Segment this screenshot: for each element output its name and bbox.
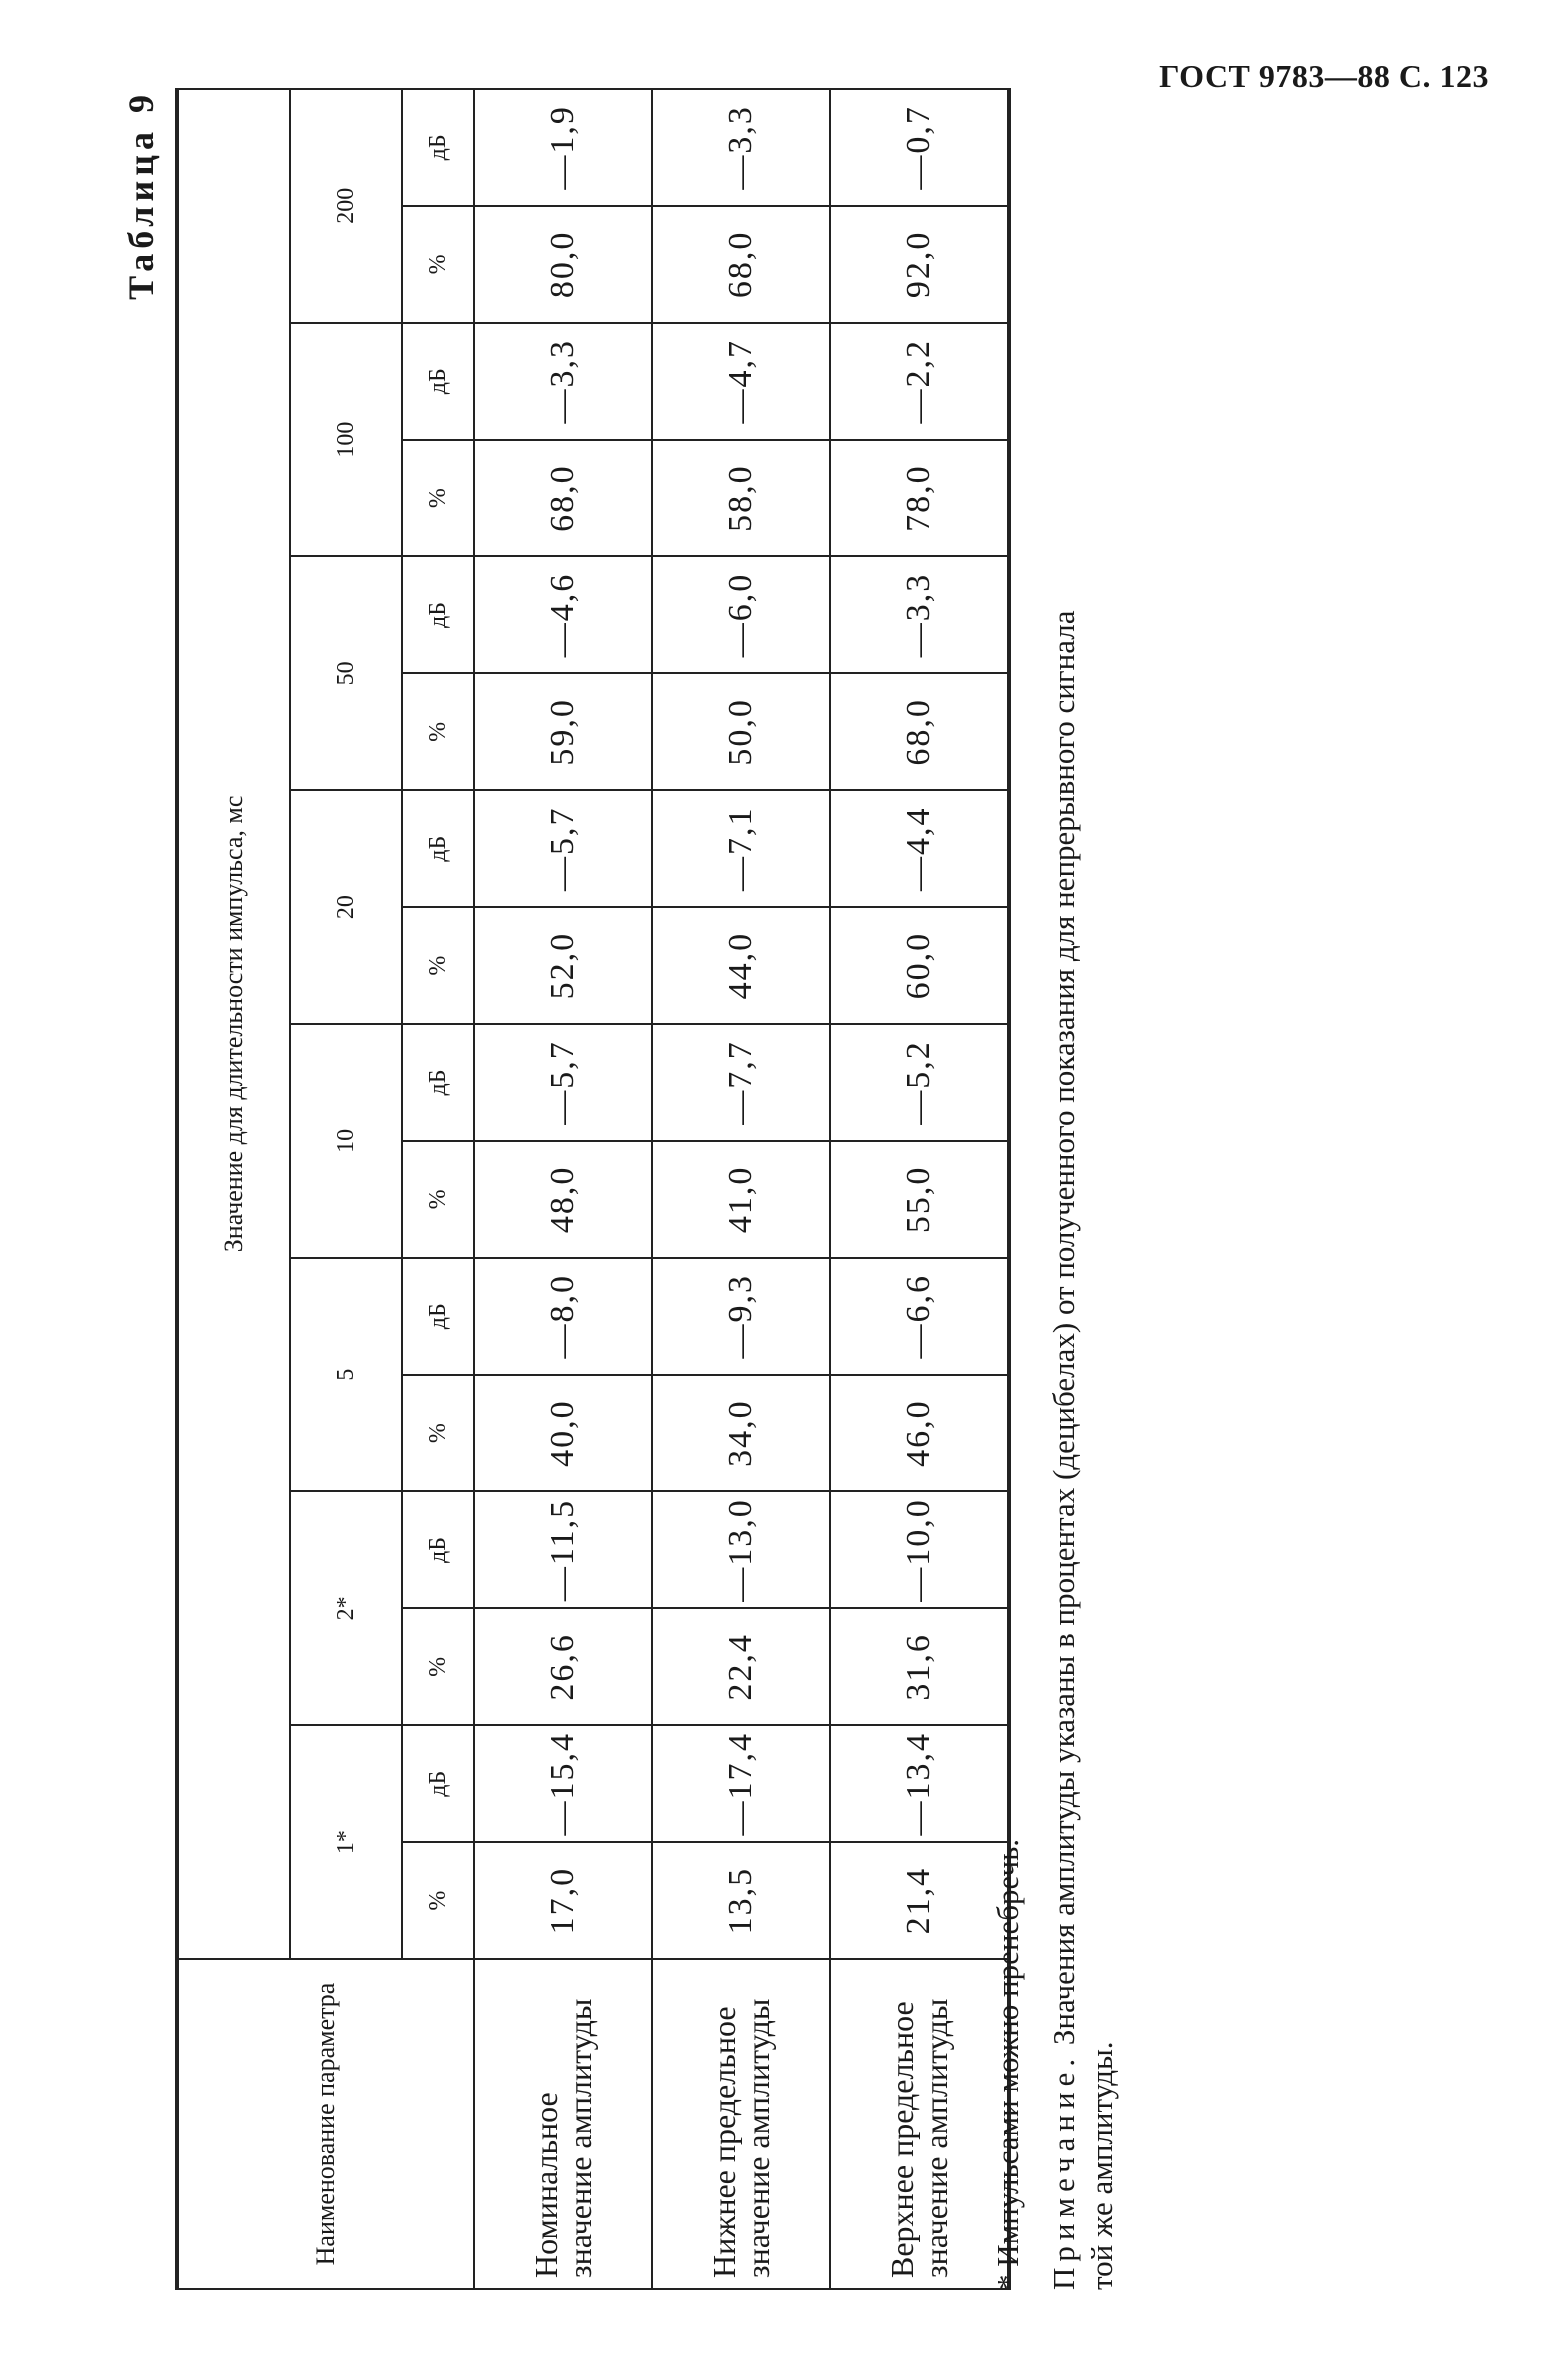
row-name: Нижнее предельное значение амплитуды	[652, 1959, 830, 2289]
unit-percent-header: %	[402, 1141, 474, 1258]
cell-percent: 48,0	[474, 1141, 652, 1258]
cell-db: —15,4	[474, 1725, 652, 1842]
unit-db-header: дБ	[402, 790, 474, 907]
cell-percent: 78,0	[830, 440, 1009, 557]
unit-db-header: дБ	[402, 323, 474, 440]
cell-db: —2,2	[830, 323, 1009, 440]
unit-percent-header: %	[402, 1842, 474, 1959]
cell-db: —6,6	[830, 1258, 1009, 1375]
unit-percent-header: %	[402, 206, 474, 323]
cell-db: —13,0	[652, 1492, 830, 1609]
cell-db: —17,4	[652, 1725, 830, 1842]
duration-header: 100	[290, 323, 402, 557]
note-text: Значения амплитуды указаны в процентах (децибелах) от полученного показания для непрерывного сигнала той же амплитуды.	[1046, 610, 1119, 2290]
unit-percent-header: %	[402, 673, 474, 790]
unit-db-header: дБ	[402, 89, 474, 206]
unit-percent-header: %	[402, 440, 474, 557]
cell-percent: 40,0	[474, 1375, 652, 1492]
cell-db: —6,0	[652, 557, 830, 674]
cell-percent: 46,0	[830, 1375, 1009, 1492]
unit-header-row	[402, 89, 474, 2289]
cell-db: —4,4	[830, 790, 1009, 907]
cell-db: —4,7	[652, 323, 830, 440]
rotated-table-area	[120, 90, 1120, 2290]
cell-percent: 17,0	[474, 1842, 652, 1959]
cell-db: —8,0	[474, 1258, 652, 1375]
duration-header: 200	[290, 89, 402, 323]
cell-percent: 22,4	[652, 1608, 830, 1725]
cell-percent: 68,0	[652, 206, 830, 323]
cell-percent: 68,0	[830, 673, 1009, 790]
unit-percent-header: %	[402, 1375, 474, 1492]
unit-percent-header: %	[402, 907, 474, 1024]
page-header: ГОСТ 9783—88 С. 123	[1159, 58, 1489, 94]
table-caption: Таблица 9	[121, 90, 161, 300]
cell-db: —1,9	[474, 89, 652, 206]
cell-percent: 13,5	[652, 1842, 830, 1959]
cell-percent: 52,0	[474, 907, 652, 1024]
unit-percent-header: %	[402, 1608, 474, 1725]
duration-header: 50	[290, 557, 402, 791]
cell-db: —0,7	[830, 89, 1009, 206]
param-name-header: Наименование параметра	[177, 1959, 474, 2289]
cell-db: —3,3	[474, 323, 652, 440]
unit-db-header: дБ	[402, 1492, 474, 1609]
cell-db: —3,3	[652, 89, 830, 206]
table-note	[1045, 590, 1121, 2290]
cell-percent: 68,0	[474, 440, 652, 557]
cell-percent: 50,0	[652, 673, 830, 790]
unit-db-header: дБ	[402, 1024, 474, 1141]
cell-percent: 92,0	[830, 206, 1009, 323]
cell-percent: 26,6	[474, 1608, 652, 1725]
duration-header: 10	[290, 1024, 402, 1258]
cell-db: —11,5	[474, 1492, 652, 1609]
cell-percent: 44,0	[652, 907, 830, 1024]
parameter-table	[175, 88, 1011, 2290]
cell-db: —5,7	[474, 1024, 652, 1141]
duration-header: 2*	[290, 1492, 402, 1726]
duration-group-header: Значение для длительности импульса, мс	[177, 89, 290, 1959]
duration-header: 5	[290, 1258, 402, 1492]
cell-db: —5,7	[474, 790, 652, 907]
note-label: Примечание.	[1046, 2052, 1081, 2290]
table-row	[652, 89, 830, 2289]
unit-db-header: дБ	[402, 557, 474, 674]
cell-db: —7,1	[652, 790, 830, 907]
cell-percent: 55,0	[830, 1141, 1009, 1258]
cell-db: —9,3	[652, 1258, 830, 1375]
cell-db: —4,6	[474, 557, 652, 674]
cell-percent: 58,0	[652, 440, 830, 557]
cell-db: —10,0	[830, 1492, 1009, 1609]
table-row	[830, 89, 1009, 2289]
duration-header: 20	[290, 790, 402, 1024]
unit-db-header: дБ	[402, 1258, 474, 1375]
cell-percent: 31,6	[830, 1608, 1009, 1725]
duration-header: 1*	[290, 1725, 402, 1959]
cell-percent: 59,0	[474, 673, 652, 790]
cell-db: —5,2	[830, 1024, 1009, 1141]
cell-db: —7,7	[652, 1024, 830, 1141]
cell-db: —3,3	[830, 557, 1009, 674]
row-name: Верхнее предельное значение амплитуды	[830, 1959, 1009, 2289]
cell-percent: 60,0	[830, 907, 1009, 1024]
cell-percent: 41,0	[652, 1141, 830, 1258]
cell-percent: 80,0	[474, 206, 652, 323]
row-name: Номинальное значение амплитуды	[474, 1959, 652, 2289]
duration-header-row	[290, 89, 402, 2289]
unit-db-header: дБ	[402, 1725, 474, 1842]
table-row	[474, 89, 652, 2289]
cell-percent: 34,0	[652, 1375, 830, 1492]
footnote: * Импульсами можно пренебречь.	[990, 1839, 1025, 2290]
cell-percent: 21,4	[830, 1842, 1009, 1959]
cell-db: —13,4	[830, 1725, 1009, 1842]
